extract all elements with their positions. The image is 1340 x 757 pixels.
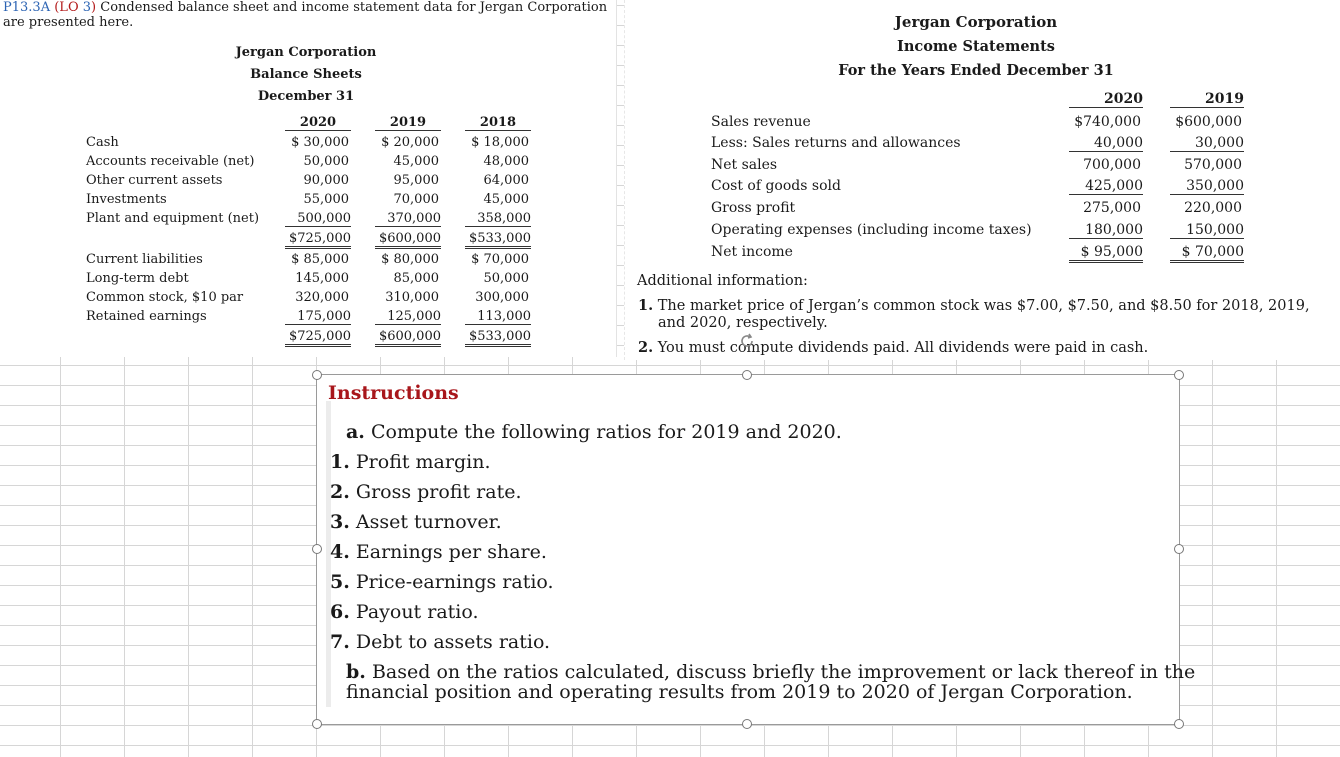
bs-total-liabilities-equity: $725,000 bbox=[285, 329, 351, 347]
bs-cell: $ 70,000 bbox=[471, 252, 529, 267]
bs-cell: 45,000 bbox=[483, 192, 529, 207]
is-cell: 220,000 bbox=[1184, 200, 1242, 216]
learning-objective-number[interactable]: 3 bbox=[82, 0, 92, 15]
bs-year-2020: 2020 bbox=[285, 115, 351, 131]
is-row-label: Net sales bbox=[711, 157, 778, 173]
bs-cell: 90,000 bbox=[303, 173, 349, 188]
is-cell: 570,000 bbox=[1184, 157, 1242, 173]
is-row-label: Gross profit bbox=[711, 200, 796, 216]
bs-row-label: Cash bbox=[86, 135, 119, 150]
is-cell: 40,000 bbox=[1069, 135, 1143, 152]
bs-total-liabilities-equity: $600,000 bbox=[375, 329, 441, 347]
bs-row-label: Retained earnings bbox=[86, 309, 207, 324]
is-year-2020: 2020 bbox=[1069, 91, 1143, 108]
is-period: For the Years Ended December 31 bbox=[838, 62, 1114, 79]
bs-cell: 113,000 bbox=[465, 309, 531, 325]
ratio-item: 3. Asset turnover. bbox=[330, 511, 502, 533]
is-company-name: Jergan Corporation bbox=[894, 13, 1058, 31]
is-cell: 700,000 bbox=[1083, 157, 1141, 173]
bs-cell: 320,000 bbox=[295, 290, 349, 305]
resize-handle-top[interactable] bbox=[742, 370, 752, 380]
additional-info-item-2: 2. You must compute dividends paid. All dividends were paid in cash. bbox=[638, 339, 1149, 356]
resize-handle-top-left[interactable] bbox=[312, 370, 322, 380]
bs-row-label: Plant and equipment (net) bbox=[86, 211, 260, 226]
ratio-item: 1. Profit margin. bbox=[330, 451, 491, 473]
bs-total-assets: $725,000 bbox=[285, 231, 351, 249]
is-year-2019: 2019 bbox=[1170, 91, 1244, 108]
bs-title: Balance Sheets bbox=[250, 67, 362, 82]
is-row-label: Less: Sales returns and allowances bbox=[711, 135, 961, 151]
bs-cell: 45,000 bbox=[393, 154, 439, 169]
is-title: Income Statements bbox=[897, 38, 1055, 55]
bs-cell: 310,000 bbox=[385, 290, 439, 305]
instruction-part-b: b. Based on the ratios calculated, discuss briefly the improvement or lack thereof in the bbox=[346, 661, 1196, 683]
bs-cell: $ 18,000 bbox=[471, 135, 529, 150]
is-cell: 150,000 bbox=[1170, 222, 1244, 239]
bs-cell: $ 85,000 bbox=[291, 252, 349, 267]
problem-statement bbox=[3, 0, 607, 30]
is-cell: 30,000 bbox=[1170, 135, 1244, 152]
is-cell: 180,000 bbox=[1069, 222, 1143, 239]
problem-text-line-1: Condensed balance sheet and income statement data for Jergan Corporation bbox=[100, 0, 608, 15]
bs-total-assets: $600,000 bbox=[375, 231, 441, 249]
bs-cell: $ 20,000 bbox=[381, 135, 439, 150]
bs-year-2018: 2018 bbox=[465, 115, 531, 131]
additional-info-heading: Additional information: bbox=[637, 273, 808, 289]
resize-handle-top-right[interactable] bbox=[1174, 370, 1184, 380]
bs-cell: 50,000 bbox=[303, 154, 349, 169]
resize-handle-right[interactable] bbox=[1174, 544, 1184, 554]
bs-cell: 125,000 bbox=[375, 309, 441, 325]
bs-row-label: Long-term debt bbox=[86, 271, 189, 286]
bs-cell: 95,000 bbox=[393, 173, 439, 188]
bs-cell: 50,000 bbox=[483, 271, 529, 286]
balance-sheet-panel bbox=[0, 0, 617, 357]
bs-row-label: Accounts receivable (net) bbox=[86, 154, 255, 169]
is-row-label: Operating expenses (including income taxes) bbox=[711, 222, 1032, 238]
bs-company-name: Jergan Corporation bbox=[235, 45, 377, 60]
bs-cell: 175,000 bbox=[285, 309, 351, 325]
bs-cell: 358,000 bbox=[465, 211, 531, 227]
is-row-label: Sales revenue bbox=[711, 114, 811, 130]
bs-cell: 55,000 bbox=[303, 192, 349, 207]
bs-cell: 70,000 bbox=[393, 192, 439, 207]
additional-info-item-1: 1. The market price of Jergan’s common stock was $7.00, $7.50, and $8.50 for 2018, 2019, bbox=[638, 297, 1310, 314]
resize-handle-left[interactable] bbox=[312, 544, 322, 554]
bs-row-label: Investments bbox=[86, 192, 167, 207]
bs-row-label: Common stock, $10 par bbox=[86, 290, 244, 305]
bs-cell: 64,000 bbox=[483, 173, 529, 188]
instruction-part-b-cont: financial position and operating results from 2019 to 2020 of Jergan Corporation. bbox=[346, 681, 1133, 703]
ratio-item: 7. Debt to assets ratio. bbox=[330, 631, 551, 653]
is-cell: 425,000 bbox=[1069, 178, 1143, 195]
bs-cell: $ 30,000 bbox=[291, 135, 349, 150]
instructions-textbox[interactable] bbox=[316, 374, 1196, 725]
ratio-item: 5. Price-earnings ratio. bbox=[330, 571, 554, 593]
bs-cell: 500,000 bbox=[285, 211, 351, 227]
additional-info-item-1-cont: and 2020, respectively. bbox=[658, 315, 828, 331]
rotate-icon[interactable] bbox=[738, 332, 756, 350]
is-cell: $740,000 bbox=[1074, 114, 1141, 130]
ratio-item: 4. Earnings per share. bbox=[330, 541, 547, 563]
instruction-part-a: a. Compute the following ratios for 2019 and 2020. bbox=[346, 421, 842, 443]
is-net-income: $ 70,000 bbox=[1170, 244, 1244, 263]
ratio-item: 6. Payout ratio. bbox=[330, 601, 479, 623]
bs-date: December 31 bbox=[257, 89, 355, 104]
is-net-income: $ 95,000 bbox=[1069, 244, 1143, 263]
is-cell: $600,000 bbox=[1175, 114, 1242, 130]
learning-objective: (LO 3) bbox=[54, 0, 97, 15]
is-row-label: Cost of goods sold bbox=[711, 178, 841, 194]
bs-total-assets: $533,000 bbox=[465, 231, 531, 249]
bs-cell: 85,000 bbox=[393, 271, 439, 286]
bs-year-2019: 2019 bbox=[375, 115, 441, 131]
problem-text-line-2: are presented here. bbox=[3, 15, 134, 30]
bs-total-liabilities-equity: $533,000 bbox=[465, 329, 531, 347]
bs-row-label: Other current assets bbox=[86, 173, 223, 188]
income-statement-panel bbox=[624, 0, 1340, 360]
problem-number: P13.3A bbox=[3, 0, 51, 15]
bs-cell: $ 80,000 bbox=[381, 252, 439, 267]
instructions-title: Instructions bbox=[328, 382, 459, 404]
resize-handle-bottom-left[interactable] bbox=[312, 719, 322, 729]
bs-cell: 145,000 bbox=[295, 271, 349, 286]
bs-row-label: Current liabilities bbox=[86, 252, 203, 267]
is-cell: 275,000 bbox=[1083, 200, 1141, 216]
bs-cell: 300,000 bbox=[475, 290, 529, 305]
ratio-item: 2. Gross profit rate. bbox=[330, 481, 522, 503]
resize-handle-bottom[interactable] bbox=[742, 719, 752, 729]
bs-cell: 370,000 bbox=[375, 211, 441, 227]
bs-cell: 48,000 bbox=[483, 154, 529, 169]
resize-handle-bottom-right[interactable] bbox=[1174, 719, 1184, 729]
is-row-label: Net income bbox=[711, 244, 793, 260]
is-cell: 350,000 bbox=[1170, 178, 1244, 195]
